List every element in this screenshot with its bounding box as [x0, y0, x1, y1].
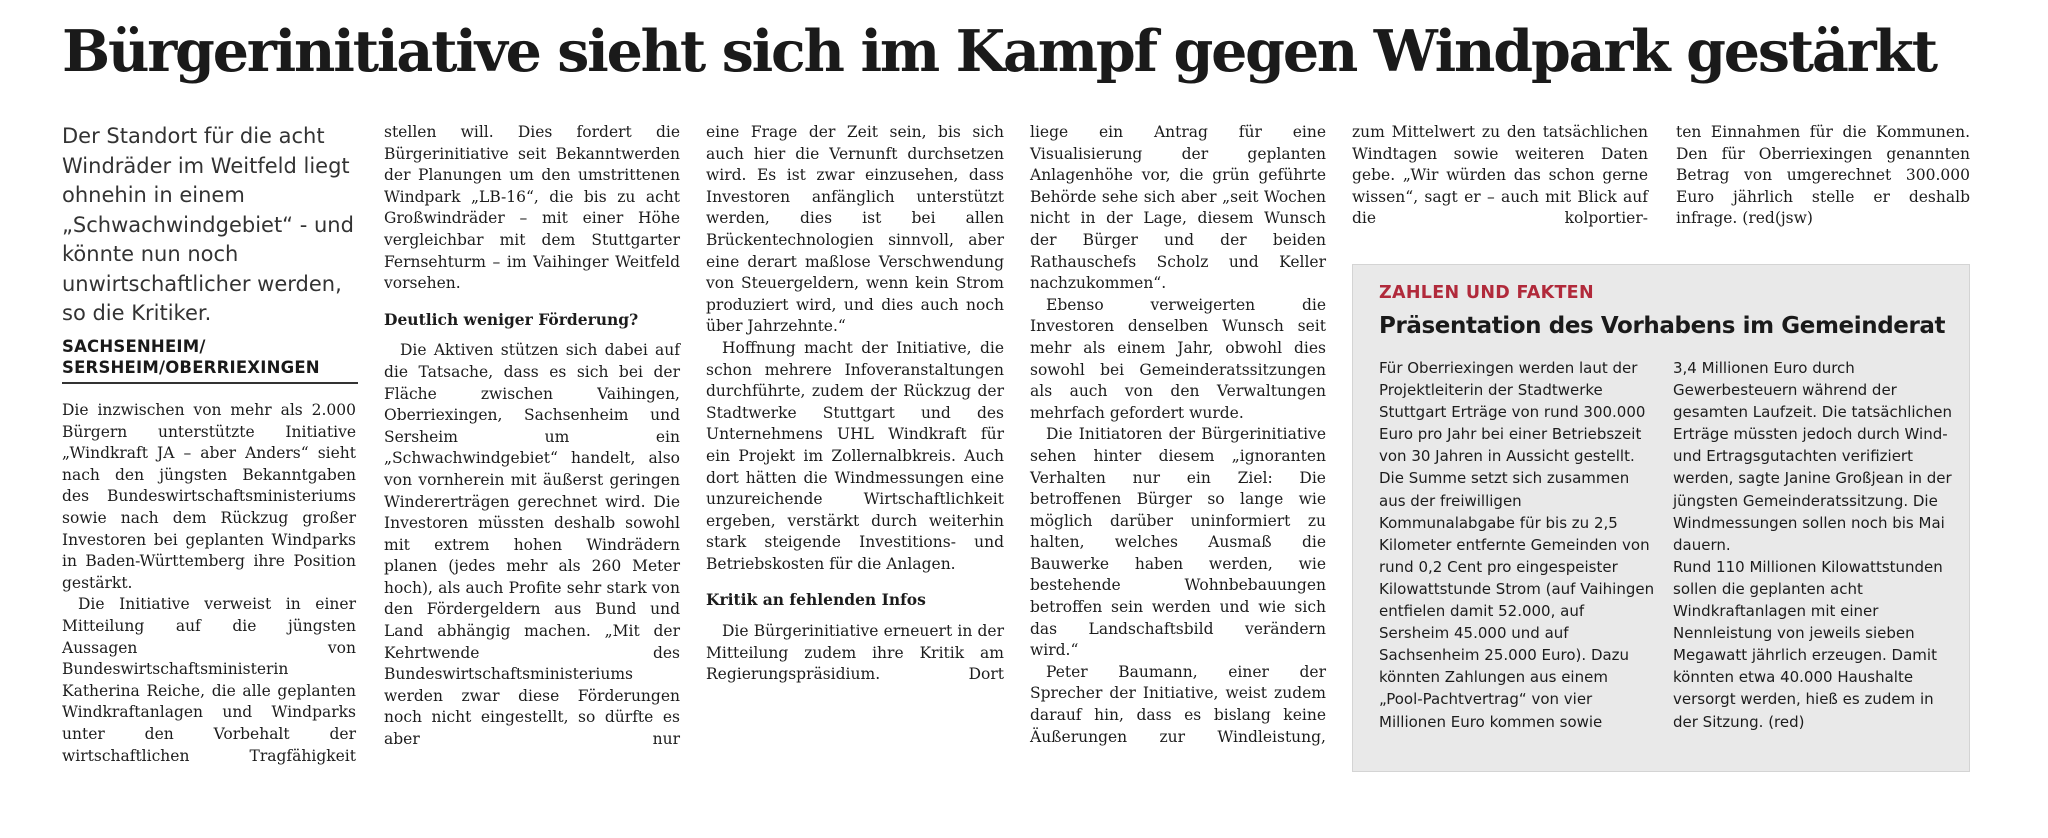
paragraph: stellen will. Dies fordert die Bürgerinitiative seit Bekanntwerden der Planungen um den umstrittenen Windpark „LB-16“, die bis zu acht Großwindräder – mit einer Höhe vergleichbar mit dem Stuttgarter Fernsehturm – im Vaihinger Weitfeld vorsehen. — [384, 123, 680, 293]
article-column-5 — [1352, 122, 1648, 230]
subheading: Kritik an fehlenden Infos — [706, 590, 926, 610]
facts-column-1 — [1379, 357, 1655, 733]
article-column-4 — [1030, 122, 1326, 748]
paragraph: Die inzwischen von mehr als 2.000 Bürgern unterstützte Initiative „Windkraft JA – aber Anders“ sieht nach den jüngsten Bekanntgaben des Bundeswirtschaftsministeriums sowie nach dem Rückzug großer Investoren bei geplanten Windparks in Baden-Württemberg ihre Position gestärkt. — [62, 401, 356, 592]
paragraph: Ebenso verweigerten die Investoren denselben Wunsch seit mehr als einem Jahr, obwohl dies sowohl bei Gemeinderatssitzungen als auch von den Verwaltungen mehrfach gefordert wurde. — [1030, 295, 1326, 422]
paragraph: Die Bürgerinitiative erneuert in der Mitteilung zudem ihre Kritik am Regierungspräsidium. Dort — [706, 622, 1004, 684]
facts-paragraph: Rund 110 Millionen Kilowattstunden sollen die geplanten acht Windkraftanlagen mit einer Nennleistung von jeweils sieben Megawatt jährlich erzeugen. Damit könnten etwa 40.000 Haushalte versorgt werden, hieß es zudem in der Sitzung. (red) — [1673, 557, 1943, 731]
facts-box — [1352, 264, 1970, 772]
paragraph: Die Aktiven stützen sich dabei auf die Tatsache, dass es sich bei der Fläche zwischen Vaihingen, Oberriexingen, Sachsenheim und Sersheim um ein „Schwachwindgebiet“ handelt, also von vornherein mit äußerst geringen Windererträgen gerechnet wird. Die Investoren müssten deshalb sowohl mit extrem hohen Windrädern planen (jedes mehr als 260 Meter hoch), als auch Profite sehr stark von den Fördergeldern aus Bund und Land abhängig machen. „Mit der Kehrtwende des Bundeswirtschaftsministeriums werden zwar diese Förderungen noch nicht eingestellt, so dürfte es aber nur — [384, 341, 680, 749]
location-rule — [62, 382, 358, 384]
paragraph: eine Frage der Zeit sein, bis sich auch hier die Vernunft durchsetzen wird. Es ist zwar einzusehen, dass Investoren anfänglich unterstützt werden, dies ist bei allen Brückentechnologien sinnvoll, aber eine derart maßlose Verschwendung von Steuergeldern, wenn kein Strom produziert wird, und dies auch noch über Jahrzehnte.“ — [706, 123, 1004, 336]
article-column-3 — [706, 122, 1004, 686]
paragraph: Hoffnung macht der Initiative, die schon mehrere Infoveranstaltungen durchführte, zudem der Rückzug der Stadtwerke Stuttgart und des Unternehmens UHL Windkraft für ein Projekt im Zollernalbkreis. Auch dort hätten die Windmessungen eine unzureichende Wirtschaftlichkeit ergeben, verstärkt durch weiterhin stark steigende Investitions- und Betriebskosten für die Anlagen. — [706, 338, 1004, 573]
facts-paragraph: Für Oberriexingen werden laut der Projektleiterin der Stadtwerke Stuttgart Erträge von rund 300.000 Euro pro Jahr bei einer Betriebszeit von 30 Jahren in Aussicht gestellt. Die Summe setzt sich zusammen aus der freiwilligen Kommunalabgabe für bis zu 2,5 Kilometer entfernte Gemeinden von rund 0,2 Cent pro eingespeister Kilowattstunde Strom (auf Vaihingen entfielen damit 52.000, auf Sersheim 45.000 und auf Sachsenheim 25.000 Euro). Dazu könnten Zahlungen aus einem „Pool-Pachtvertrag“ von vier Millionen Euro kommen sowie — [1379, 359, 1655, 731]
teaser: Der Standort für die acht Windräder im Weitfeld liegt ohnehin in einem „Schwachwindgebiet“ - und könnte nun noch unwirtschaftlicher werden, so die Kritiker. — [62, 124, 354, 325]
location-dateline: SACHSENHEIM/ SERSHEIM/OBERRIEXINGEN — [62, 337, 320, 377]
subheading: Deutlich weniger Förderung? — [384, 309, 639, 329]
paragraph: Die Initiative verweist in einer Mitteilung auf die jüngsten Aussagen von Bundeswirtschaftsministerin Katherina Reiche, die alle geplanten Windkraftanlagen und Windparks unter den Vorbehalt der wirtschaftlichen Tragfähigkeit — [62, 595, 356, 765]
paragraph: Peter Baumann, einer der Sprecher der Initiative, weist zudem darauf hin, dass es bislang keine Äußerungen zur Windleistung, — [1030, 662, 1326, 746]
headline: Bürgerinitiative sieht sich im Kampf gegen Windpark gestärkt — [62, 18, 1936, 85]
article-column-1 — [62, 400, 356, 767]
paragraph: zum Mittelwert zu den tatsächlichen Windtagen sowie weiteren Daten gebe. „Wir würden das schon gerne wissen“, sagt er – auch mit Blick auf die kolportier- — [1352, 123, 1648, 228]
paragraph: Die Initiatoren der Bürgerinitiative sehen hinter diesem „ignoranten Verhalten nur ein Ziel: Die betroffenen Bürger so lange wie möglich darüber uninformiert zu halten, welches Ausmaß die Bauwerke haben werden, wie bestehende Wohnbebauungen betroffen sein werden und wie sich das Landschaftsbild verändern wird.“ — [1030, 425, 1326, 660]
article-column-6 — [1676, 122, 1970, 230]
paragraph: ten Einnahmen für die Kommunen. Den für Oberriexingen genannten Betrag von umgerechnet 300.000 Euro jährlich stelle er deshalb infrage. (red(jsw) — [1676, 123, 1970, 228]
facts-title: Präsentation des Vorhabens im Gemeinderat — [1379, 313, 1946, 339]
facts-paragraph: 3,4 Millionen Euro durch Gewerbesteuern während der gesamten Laufzeit. Die tatsächlichen Erträge müssten jedoch durch Wind- und Ertragsgutachten verifiziert werden, sagte Janine Großjean in der jüngsten Gemeinderatssitzung. Die Windmessungen sollen noch bis Mai dauern. — [1673, 359, 1953, 554]
facts-column-2 — [1673, 357, 1953, 733]
paragraph: liege ein Antrag für eine Visualisierung der geplanten Anlagenhöhe vor, die grün geführte Behörde sehe sich aber „seit Wochen nicht in der Lage, diesem Wunsch der Bürger und der beiden Rathauschefs Scholz und Keller nachzukommen“. — [1030, 123, 1326, 293]
facts-kicker: ZAHLEN UND FAKTEN — [1379, 283, 1594, 303]
article-column-2 — [384, 122, 680, 751]
